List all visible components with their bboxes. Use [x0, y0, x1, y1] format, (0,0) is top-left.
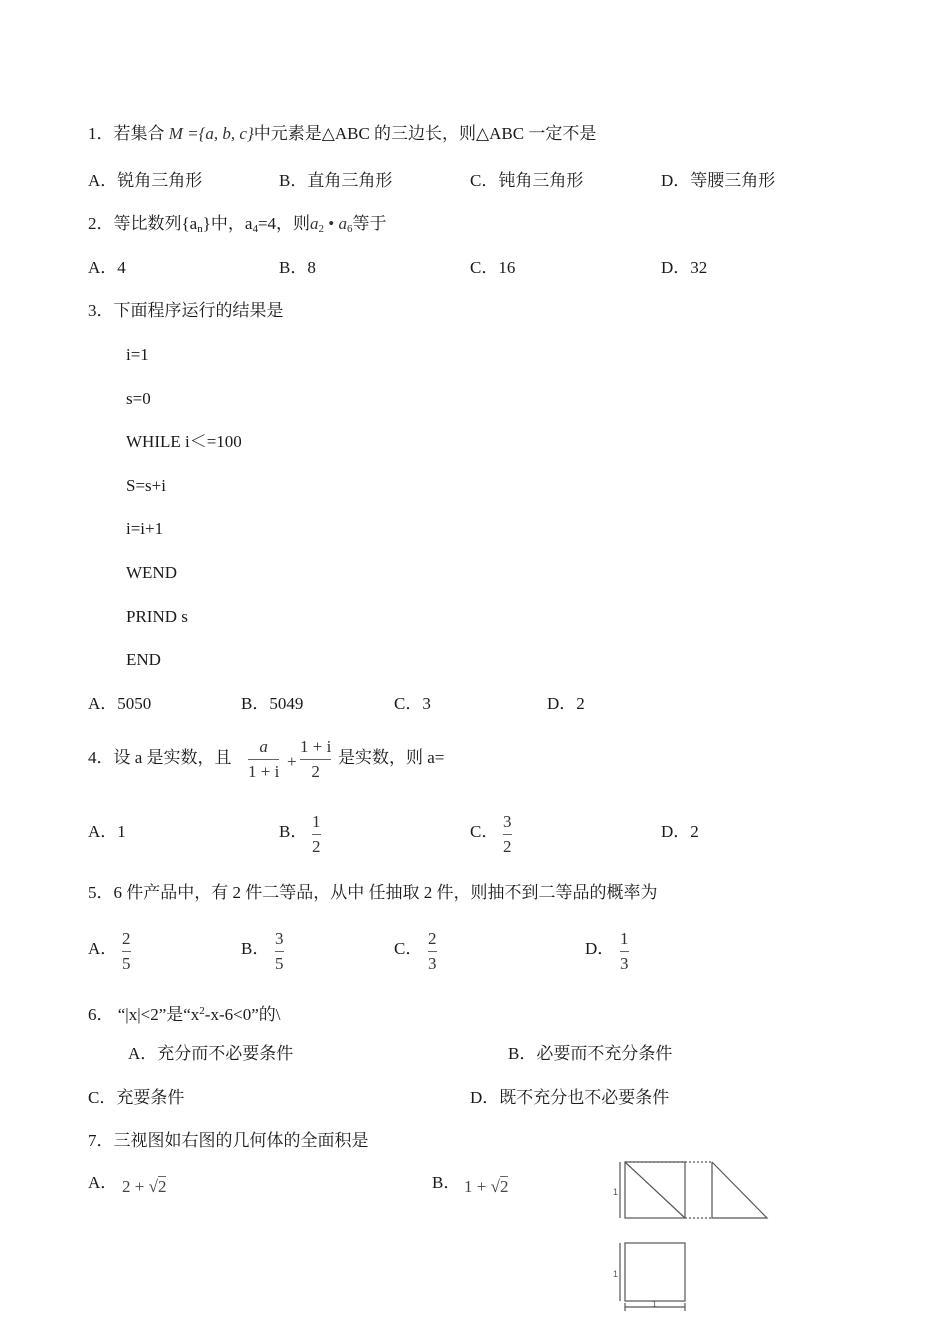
q2-sub-4: 4 [252, 223, 258, 235]
q6-option-d: D．既不充分也不必要条件 [470, 1088, 670, 1107]
q1-number: 1． [88, 124, 114, 143]
question-3: 3．下面程序运行的结果是 [88, 301, 284, 320]
q5-option-c: C． [394, 939, 423, 958]
q5-option-d-fraction [620, 929, 629, 974]
fraction-bar [122, 951, 131, 952]
q4-option-c-fraction [503, 812, 512, 857]
q1-option-b: B．直角三角形 [279, 171, 393, 190]
code-line: END [126, 650, 161, 669]
q6-text-b: -x-6<0”的\ [204, 1005, 281, 1024]
math-part: 1 + [464, 1177, 491, 1196]
fraction-bar [275, 951, 284, 952]
q2-text-d: 等于 [352, 214, 387, 233]
q6-option-b: B．必要而不充分条件 [508, 1044, 673, 1063]
q1-option-c: C．钝角三角形 [470, 171, 584, 190]
math-radicand: 2 [499, 1177, 509, 1196]
q4-option-b-fraction [312, 812, 321, 857]
q2-math-a6-sub: 6 [346, 223, 353, 235]
frac-den: 5 [275, 954, 284, 973]
q5-option-b: B． [241, 939, 270, 958]
q2-text-a: 2．等比数列{a [88, 214, 198, 233]
frac-den: 5 [122, 954, 131, 973]
q7-option-a: A． [88, 1173, 118, 1192]
sqrt-sign: √ [148, 1177, 158, 1196]
code-line: S=s+i [126, 476, 166, 495]
sqrt-sign: √ [490, 1177, 500, 1196]
q5-option-a-fraction [122, 929, 131, 974]
top-view [625, 1243, 685, 1301]
q4-option-d: D．2 [661, 822, 699, 841]
code-line: WHILE i＜=100 [126, 432, 242, 451]
q4-f1-den: 1 + i [248, 762, 280, 781]
q4-f2-den: 2 [311, 762, 320, 781]
frac-num: 3 [275, 929, 284, 948]
code-line: i=1 [126, 345, 149, 364]
q6-option-c: C．充要条件 [88, 1088, 185, 1107]
q2-text-b: }中，a [202, 214, 253, 233]
q6-text-a: 6． “|x|<2”是“x [88, 1005, 200, 1024]
question-7: 7．三视图如右图的几何体的全面积是 [88, 1131, 369, 1150]
q4-option-b: B． [279, 822, 308, 841]
fig-label-left: 1 [613, 1187, 619, 1197]
fraction-bar [503, 834, 512, 835]
code-line: PRIND s [126, 607, 188, 626]
q3-option-d: D．2 [547, 694, 585, 713]
q1-option-d: D．等腰三角形 [661, 171, 776, 190]
fraction-bar [620, 951, 629, 952]
q1-set-math: M ={a, b, c} [168, 124, 254, 143]
side-view [712, 1162, 767, 1218]
q4-text-a: 4．设 a 是实数，且 [88, 748, 232, 767]
question-6 [88, 1000, 280, 1026]
frac-num: 2 [428, 929, 437, 948]
q1-text-b: 中元素是△ABC 的三边长，则△ABC 一定不是 [253, 124, 597, 143]
frac-num: 3 [503, 812, 512, 831]
q5-option-b-fraction [275, 929, 284, 974]
fig-label-bottom: 1 [652, 1299, 658, 1309]
q4-option-a: A．1 [88, 822, 126, 841]
q4-f2-num: 1 + i [300, 737, 332, 756]
frac-num: 2 [122, 929, 131, 948]
q3-option-a: A．5050 [88, 694, 152, 713]
frac-den: 2 [312, 837, 321, 856]
q2-option-b: B．8 [279, 258, 316, 277]
question-1 [88, 123, 596, 145]
q4-f1-num: a [259, 737, 268, 756]
question-2 [88, 213, 386, 240]
frac-den: 2 [503, 837, 512, 856]
fig-label-left2: 1 [613, 1269, 619, 1279]
q7-option-a-math [122, 1176, 166, 1198]
frac-num: 1 [620, 929, 629, 948]
q2-sub-n: n [197, 223, 203, 235]
fraction-bar [300, 759, 331, 760]
code-line: i=i+1 [126, 519, 164, 538]
q7-option-b-math [464, 1176, 508, 1198]
q4-text-b: 是实数，则 a= [338, 748, 445, 767]
q2-math-a6: a [338, 214, 347, 233]
q3-option-c: C．3 [394, 694, 431, 713]
q4-plus: + [287, 752, 297, 771]
q2-option-c: C．16 [470, 258, 516, 277]
code-line: s=0 [126, 389, 151, 408]
q6-sup: 2 [199, 1005, 205, 1017]
q6-option-a: A．充分而不必要条件 [128, 1044, 294, 1063]
frac-den: 3 [620, 954, 629, 973]
q2-math-a2-sub: 2 [318, 223, 325, 235]
fraction-bar [428, 951, 437, 952]
frac-den: 3 [428, 954, 437, 973]
q7-option-b: B． [432, 1173, 461, 1192]
q4-fraction-1 [248, 737, 279, 782]
q2-math-a2: a [310, 214, 319, 233]
question-5: 5．6 件产品中，有 2 件二等品，从中 任抽取 2 件，则抽不到二等品的概率为 [88, 883, 658, 902]
q4-fraction-2 [300, 737, 331, 782]
math-radicand: 2 [157, 1177, 167, 1196]
q2-text-c: =4，则 [257, 214, 311, 233]
q2-dot: • [324, 214, 339, 233]
math-part: 2 + [122, 1177, 149, 1196]
q4-option-c: C． [470, 822, 499, 841]
q3-option-b: B．5049 [241, 694, 304, 713]
frac-num: 1 [312, 812, 321, 831]
front-view-diagonal [625, 1162, 685, 1218]
q1-option-a: A．锐角三角形 [88, 171, 203, 190]
q2-option-a: A．4 [88, 258, 126, 277]
q2-option-d: D．32 [661, 258, 708, 277]
code-line: WEND [126, 563, 177, 582]
three-view-figure [612, 1155, 772, 1315]
q1-text-a: 若集合 [113, 124, 165, 143]
q5-option-a: A． [88, 939, 118, 958]
q5-option-d: D． [585, 939, 615, 958]
fraction-bar [312, 834, 321, 835]
q5-option-c-fraction [428, 929, 437, 974]
fraction-bar [248, 759, 279, 760]
